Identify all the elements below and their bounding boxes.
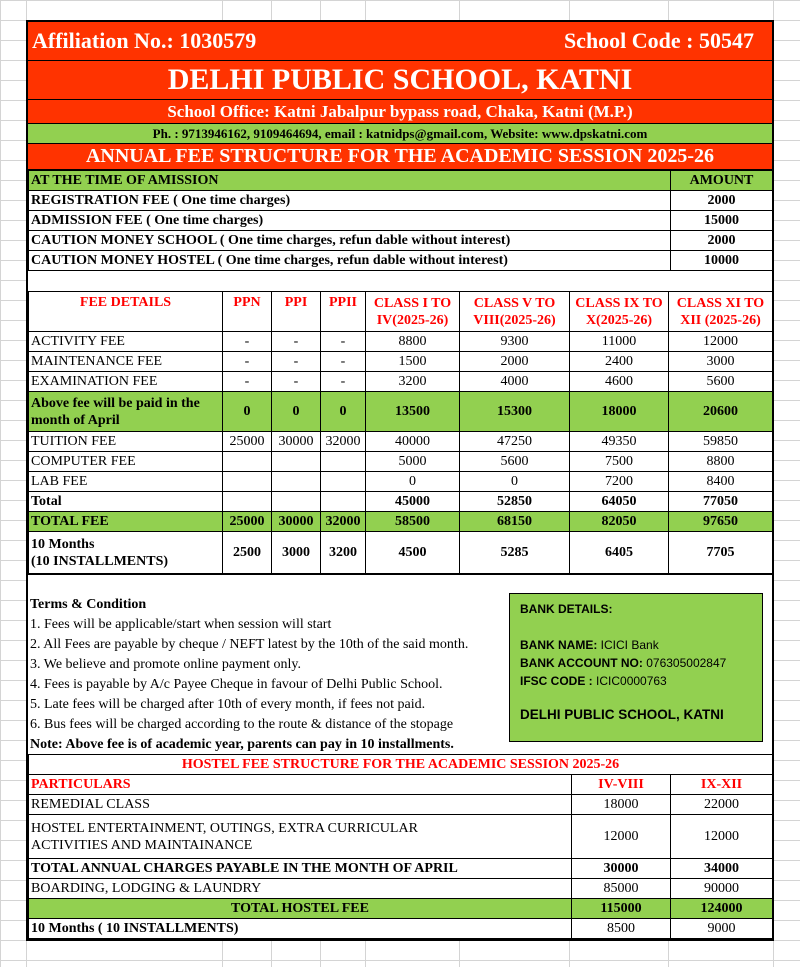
admission-table: [28, 170, 773, 271]
fee-value: 3200: [321, 532, 366, 574]
fee-value: -: [223, 352, 272, 372]
admission-amount: 15000: [671, 211, 773, 231]
hostel-value: 34000: [671, 859, 773, 879]
bank-account-label: BANK ACCOUNT NO:: [520, 656, 643, 670]
fee-value: 30000: [272, 432, 321, 452]
hostel-label: TOTAL HOSTEL FEE: [29, 899, 572, 919]
fee-value: -: [223, 332, 272, 352]
fee-row-installments: [29, 532, 773, 574]
fee-value: 97650: [669, 512, 773, 532]
hostel-title-row: [29, 755, 773, 775]
affiliation-band: [28, 22, 772, 61]
fee-label: Total: [29, 492, 223, 512]
class-i-iv-header: CLASS I TO IV(2025-26): [366, 292, 460, 332]
hostel-value: 9000: [671, 919, 773, 939]
bank-account-line: [520, 654, 752, 672]
bank-details-title: BANK DETAILS:: [520, 602, 613, 616]
iv-viii-header: IV-VIII: [572, 775, 671, 795]
hostel-value: 85000: [572, 879, 671, 899]
fee-value: 52850: [460, 492, 570, 512]
fee-value: [272, 492, 321, 512]
admission-amount: 2000: [671, 231, 773, 251]
hostel-label: 10 Months ( 10 INSTALLMENTS): [29, 919, 572, 939]
school-name-band: [28, 61, 772, 100]
fee-value: 8800: [669, 452, 773, 472]
ppi-header: PPI: [272, 292, 321, 332]
admission-label: CAUTION MONEY SCHOOL ( One time charges, refun dable without interest): [29, 231, 671, 251]
fee-value: 12000: [669, 332, 773, 352]
fee-value: 7500: [570, 452, 669, 472]
ppn-header: PPN: [223, 292, 272, 332]
fee-row-tuition: [29, 432, 773, 452]
fee-value: [223, 452, 272, 472]
fee-value: 77050: [669, 492, 773, 512]
fee-value: 30000: [272, 512, 321, 532]
fee-row-examination: [29, 372, 773, 392]
contact-info: Ph. : 9713946162, 9109464694, email : katnidps@gmail.com, Website: www.dpskatni.com: [152, 125, 648, 141]
hostel-row: [29, 795, 773, 815]
fee-value: 15300: [460, 392, 570, 432]
school-name: DELHI PUBLIC SCHOOL, KATNI: [167, 63, 633, 96]
fee-value: -: [321, 372, 366, 392]
admission-header-label: AT THE TIME OF AMISSION: [29, 171, 671, 191]
fee-value: 45000: [366, 492, 460, 512]
fee-value: 5000: [366, 452, 460, 472]
hostel-total-row: [29, 899, 773, 919]
fee-label: LAB FEE: [29, 472, 223, 492]
fee-value: 40000: [366, 432, 460, 452]
fee-value: -: [272, 352, 321, 372]
fee-value: 0: [321, 392, 366, 432]
fee-value: 7200: [570, 472, 669, 492]
fee-value: 3000: [669, 352, 773, 372]
fee-label: MAINTENANCE FEE: [29, 352, 223, 372]
fee-value: 8800: [366, 332, 460, 352]
admission-header-amount: AMOUNT: [671, 171, 773, 191]
fee-row-computer: [29, 452, 773, 472]
hostel-value: 124000: [671, 899, 773, 919]
admission-label: REGISTRATION FEE ( One time charges): [29, 191, 671, 211]
fee-row-april-subtotal: [29, 392, 773, 432]
fee-value: -: [321, 352, 366, 372]
admission-row: [29, 231, 773, 251]
hostel-value: 18000: [572, 795, 671, 815]
fee-value: 0: [366, 472, 460, 492]
fee-row-total: [29, 492, 773, 512]
fee-value: -: [272, 332, 321, 352]
ifsc-line: [520, 672, 752, 690]
admission-amount: 2000: [671, 191, 773, 211]
fee-value: 82050: [570, 512, 669, 532]
fee-value: [272, 452, 321, 472]
bank-name-value: ICICI Bank: [600, 638, 659, 652]
ppii-header: PPII: [321, 292, 366, 332]
fee-label: COMPUTER FEE: [29, 452, 223, 472]
ix-xii-header: IX-XII: [671, 775, 773, 795]
fee-value: 5600: [460, 452, 570, 472]
class-v-viii-header: CLASS V TO VIII(2025-26): [460, 292, 570, 332]
hostel-row: [29, 859, 773, 879]
bank-details-box: [509, 593, 763, 742]
hostel-value: 12000: [671, 815, 773, 859]
fee-value: [272, 472, 321, 492]
fee-label: [29, 532, 223, 574]
fee-value: 5600: [669, 372, 773, 392]
fee-value: 32000: [321, 512, 366, 532]
fee-value: -: [321, 332, 366, 352]
fee-row-maintenance: [29, 352, 773, 372]
spacer-row: [28, 271, 772, 291]
fee-structure-sheet: [26, 20, 774, 941]
fee-label: TUITION FEE: [29, 432, 223, 452]
fee-value: 2400: [570, 352, 669, 372]
fee-label: TOTAL FEE: [29, 512, 223, 532]
fee-row-activity: [29, 332, 773, 352]
fee-value: 4600: [570, 372, 669, 392]
fee-row-total-fee: [29, 512, 773, 532]
annual-title-band: [28, 144, 772, 170]
terms-item: 3. We believe and promote online payment only.: [30, 657, 302, 672]
terms-item: 6. Bus fees will be charged according to the route & distance of the stopage: [30, 717, 454, 732]
class-ix-x-header: CLASS IX TO X(2025-26): [570, 292, 669, 332]
fee-value: [321, 472, 366, 492]
fee-value: 13500: [366, 392, 460, 432]
fee-value: -: [223, 372, 272, 392]
ifsc-value: ICIC0000763: [596, 674, 667, 688]
fee-value: 64050: [570, 492, 669, 512]
annual-fee-title: ANNUAL FEE STRUCTURE FOR THE ACADEMIC SESSION 2025-26: [85, 145, 715, 167]
fee-value: [223, 492, 272, 512]
admission-header-row: [29, 171, 773, 191]
fee-row-lab: [29, 472, 773, 492]
hostel-label: BOARDING, LODGING & LAUNDRY: [29, 879, 572, 899]
hostel-value: 90000: [671, 879, 773, 899]
school-code: School Code : 50547: [563, 28, 754, 53]
fee-value: 7705: [669, 532, 773, 574]
fee-header-row: [29, 292, 773, 332]
admission-label: CAUTION MONEY HOSTEL ( One time charges, refun dable without interest): [29, 251, 671, 271]
hostel-value: 8500: [572, 919, 671, 939]
spacer: [520, 618, 752, 636]
terms-item: 5. Late fees will be charged after 10th of every month, if fees not paid.: [30, 697, 426, 712]
hostel-header-row: [29, 775, 773, 795]
hostel-label: REMEDIAL CLASS: [29, 795, 572, 815]
fee-value: 9300: [460, 332, 570, 352]
terms-title: Terms & Condition: [30, 597, 147, 612]
fee-value: 0: [272, 392, 321, 432]
fee-value: 1500: [366, 352, 460, 372]
fee-details-header: FEE DETAILS: [29, 292, 223, 332]
fee-value: [321, 452, 366, 472]
admission-label: ADMISSION FEE ( One time charges): [29, 211, 671, 231]
fee-value: 32000: [321, 432, 366, 452]
admission-row: [29, 251, 773, 271]
admission-row: [29, 211, 773, 231]
fee-value: 2000: [460, 352, 570, 372]
terms-note: Note: Above fee is of academic year, parents can pay in 10 installments.: [30, 737, 454, 752]
fee-value: 59850: [669, 432, 773, 452]
hostel-value: 115000: [572, 899, 671, 919]
hostel-label: HOSTEL ENTERTAINMENT, OUTINGS, EXTRA CURRICULAR ACTIVITIES AND MAINTAINANCE: [29, 815, 572, 859]
fee-value: 0: [460, 472, 570, 492]
hostel-row: [29, 919, 773, 939]
ifsc-label: IFSC CODE :: [520, 674, 593, 688]
terms-item: 2. All Fees are payable by cheque / NEFT latest by the 10th of the said month.: [30, 637, 469, 652]
fee-label: ACTIVITY FEE: [29, 332, 223, 352]
fee-value: 25000: [223, 512, 272, 532]
hostel-row: [29, 879, 773, 899]
installments-label-line2: (10 INSTALLMENTS): [31, 553, 169, 569]
terms-item: 1. Fees will be applicable/start when session will start: [30, 617, 332, 632]
hostel-value: 22000: [671, 795, 773, 815]
fee-value: [321, 492, 366, 512]
fee-value: 20600: [669, 392, 773, 432]
fee-value: [223, 472, 272, 492]
admission-amount: 10000: [671, 251, 773, 271]
fee-value: 3200: [366, 372, 460, 392]
fee-details-table: [28, 291, 773, 574]
hostel-title: HOSTEL FEE STRUCTURE FOR THE ACADEMIC SESSION 2025-26: [29, 755, 773, 775]
class-xi-xii-header: CLASS XI TO XII (2025-26): [669, 292, 773, 332]
bank-account-value: 076305002847: [646, 656, 727, 670]
fee-value: 25000: [223, 432, 272, 452]
hostel-value: 30000: [572, 859, 671, 879]
contact-band: [28, 124, 772, 144]
hostel-value: 12000: [572, 815, 671, 859]
terms-section: [28, 574, 772, 754]
fee-value: 3000: [272, 532, 321, 574]
bank-payee-name: DELHI PUBLIC SCHOOL, KATNI: [520, 707, 724, 722]
fee-value: 47250: [460, 432, 570, 452]
office-band: [28, 100, 772, 124]
fee-value: 6405: [570, 532, 669, 574]
hostel-label: TOTAL ANNUAL CHARGES PAYABLE IN THE MONTH OF APRIL: [29, 859, 572, 879]
hostel-fee-table: [28, 754, 773, 939]
hostel-row: [29, 815, 773, 859]
terms-item: 4. Fees is payable by A/c Payee Cheque in favour of Delhi Public School.: [30, 677, 443, 692]
bank-name-line: [520, 636, 752, 654]
installments-label-line1: 10 Months: [31, 536, 95, 552]
bank-name-label: BANK NAME:: [520, 638, 598, 652]
fee-value: 4000: [460, 372, 570, 392]
admission-row: [29, 191, 773, 211]
particulars-header: PARTICULARS: [29, 775, 572, 795]
fee-value: 49350: [570, 432, 669, 452]
fee-value: 4500: [366, 532, 460, 574]
affiliation-number: Affiliation No.: 1030579: [32, 28, 257, 53]
fee-value: 11000: [570, 332, 669, 352]
fee-value: 58500: [366, 512, 460, 532]
fee-label: Above fee will be paid in the month of April: [29, 392, 223, 432]
fee-value: 8400: [669, 472, 773, 492]
terms-list: [30, 595, 468, 755]
fee-value: -: [272, 372, 321, 392]
spacer: [520, 690, 752, 702]
office-address: School Office: Katni Jabalpur bypass road, Chaka, Katni (M.P.): [167, 101, 633, 121]
fee-label: EXAMINATION FEE: [29, 372, 223, 392]
fee-value: 0: [223, 392, 272, 432]
fee-value: 18000: [570, 392, 669, 432]
fee-value: 68150: [460, 512, 570, 532]
fee-value: 5285: [460, 532, 570, 574]
fee-value: 2500: [223, 532, 272, 574]
